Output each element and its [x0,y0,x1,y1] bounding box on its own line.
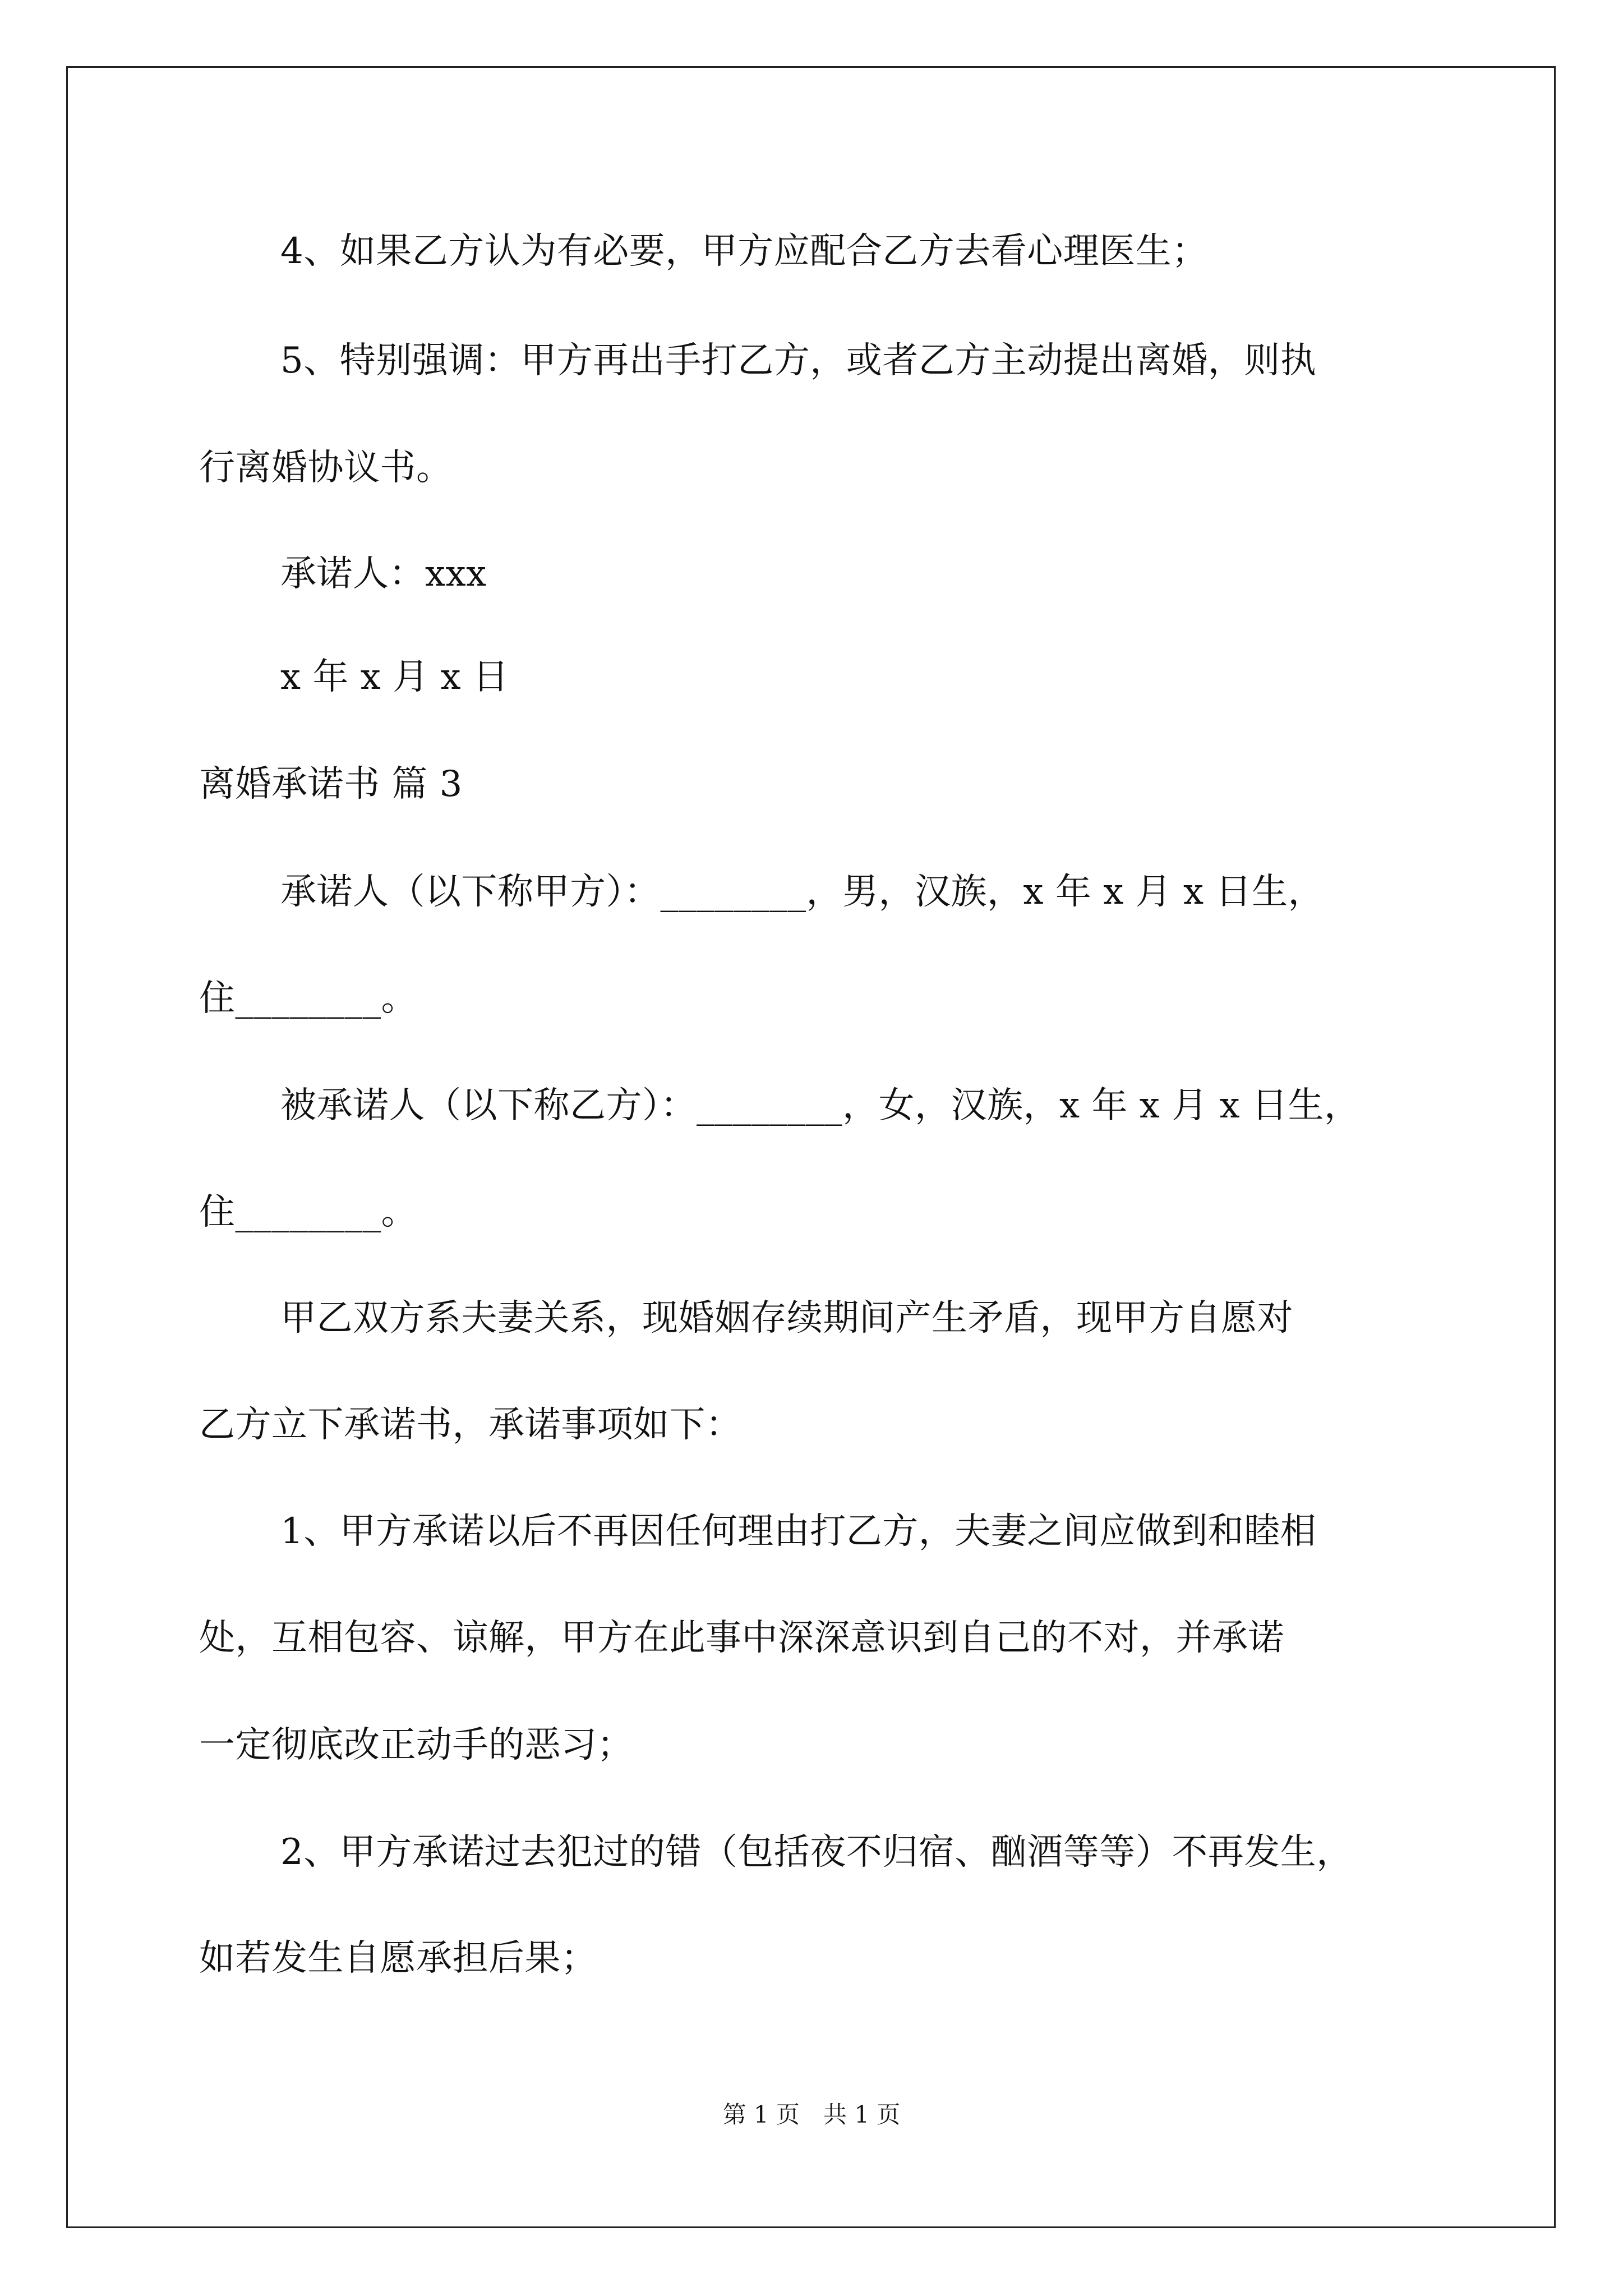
paragraph-line: 住________。 [199,1191,417,1233]
signatory-line: 承诺人：xxx [280,553,487,595]
page-frame [66,66,1556,2228]
section-title: 离婚承诺书 篇 3 [199,763,463,805]
paragraph-line: 承诺人（以下称甲方）：________，男，汉族，x 年 x 月 x 日生， [280,871,1324,913]
paragraph-line: 5、特别强调：甲方再出手打乙方，或者乙方主动提出离婚，则执 [280,340,1317,381]
paragraph-line: 被承诺人（以下称乙方）：________，女，汉族，x 年 x 月 x 日生， [280,1085,1361,1126]
paragraph-line: 甲乙双方系夫妻关系，现婚姻存续期间产生矛盾，现甲方自愿对 [280,1297,1293,1339]
paragraph-line: 处，互相包容、谅解，甲方在此事中深深意识到自己的不对，并承诺 [199,1617,1284,1659]
paragraph-line: 2、甲方承诺过去犯过的错（包括夜不归宿、酗酒等等）不再发生， [280,1832,1353,1873]
paragraph-line: 住________。 [199,978,417,1019]
paragraph-line: 行离婚协议书。 [199,447,453,489]
paragraph-line: 乙方立下承诺书，承诺事项如下： [199,1404,742,1446]
paragraph-line: 4、如果乙方认为有必要，甲方应配合乙方去看心理医生； [280,231,1208,272]
paragraph-line: 1、甲方承诺以后不再因任何理由打乙方，夫妻之间应做到和睦相 [280,1511,1317,1552]
paragraph-line: 如若发生自愿承担后果； [199,1938,597,1979]
date-line: x 年 x 月 x 日 [280,656,509,698]
page-footer: 第 1 页 共 1 页 [722,2101,901,2128]
paragraph-line: 一定彻底改正动手的恶习； [199,1724,633,1766]
